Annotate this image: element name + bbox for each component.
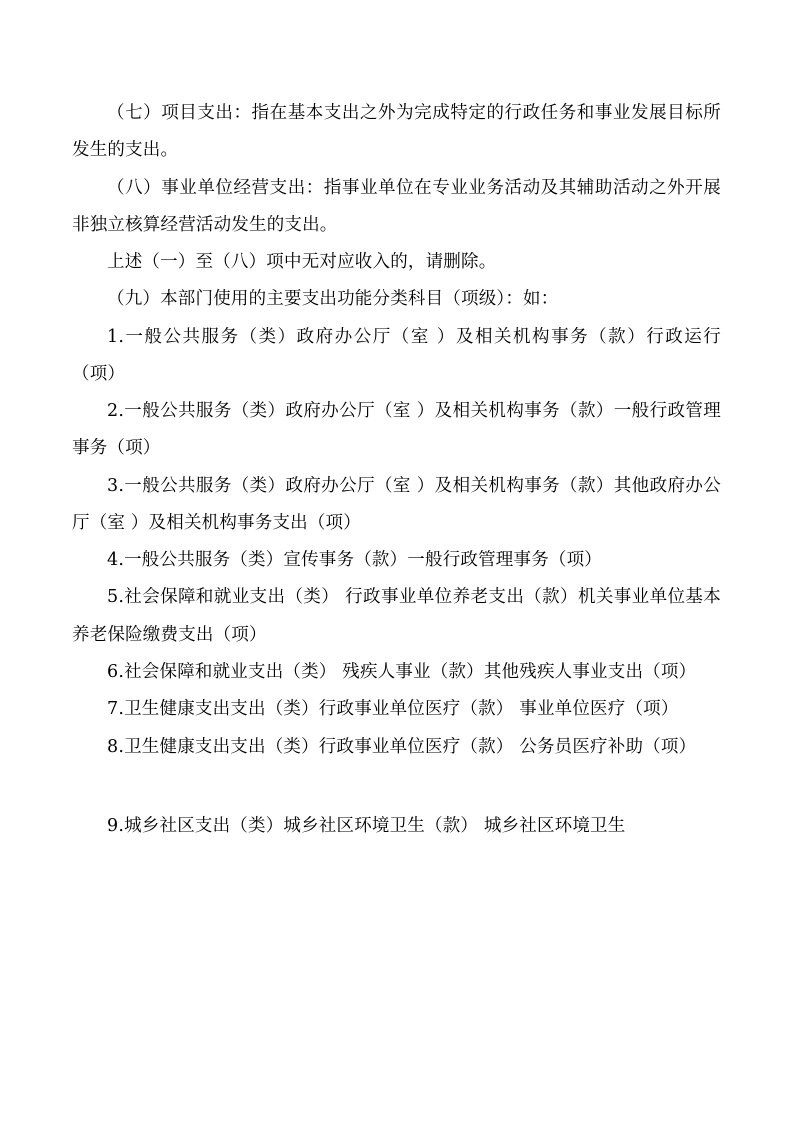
- paragraph: 上述（一）至（八）项中无对应收入的，请删除。: [107, 252, 497, 273]
- list-item: 7.卫生健康支出支出（类）行政事业单位医疗（款） 事业单位医疗（项）: [107, 699, 679, 720]
- list-item: 3.一般公共服务（类）政府办公厅（室 ）及相关机构事务（款）其他政府办公厅（室 ）及相关机构事务支出（项）: [72, 475, 721, 533]
- list-item: 2.一般公共服务（类）政府办公厅（室 ）及相关机构事务（款）一般行政管理事务（项）: [72, 401, 721, 459]
- list-item: 5.社会保障和就业支出（类） 行政事业单位养老支出（款）机关事业单位基本养老保险缴费支出（项）: [72, 587, 721, 645]
- list-item: 6.社会保障和就业支出（类） 残疾人事业（款）其他残疾人事业支出（项）: [107, 661, 697, 682]
- list-item: 8.卫生健康支出支出（类）行政事业单位医疗（款） 公务员医疗补助（项）: [107, 736, 697, 757]
- paragraph: （七）项目支出：指在基本支出之外为完成特定的行政任务和事业发展目标所发生的支出。: [72, 103, 721, 161]
- list-item: 1.一般公共服务（类）政府办公厅（室 ）及相关机构事务（款）行政运行（项）: [72, 326, 721, 384]
- list-item: 9.城乡社区支出（类）城乡社区环境卫生（款） 城乡社区环境卫生: [107, 815, 626, 836]
- list-item: 4.一般公共服务（类）宣传事务（款）一般行政管理事务（项）: [107, 550, 602, 571]
- paragraph: （八）事业单位经营支出：指事业单位在专业业务活动及其辅助活动之外开展非独立核算经营活动发生的支出。: [72, 177, 721, 235]
- document-body: [72, 95, 721, 845]
- paragraph: （九）本部门使用的主要支出功能分类科目（项级）：如：: [107, 289, 559, 310]
